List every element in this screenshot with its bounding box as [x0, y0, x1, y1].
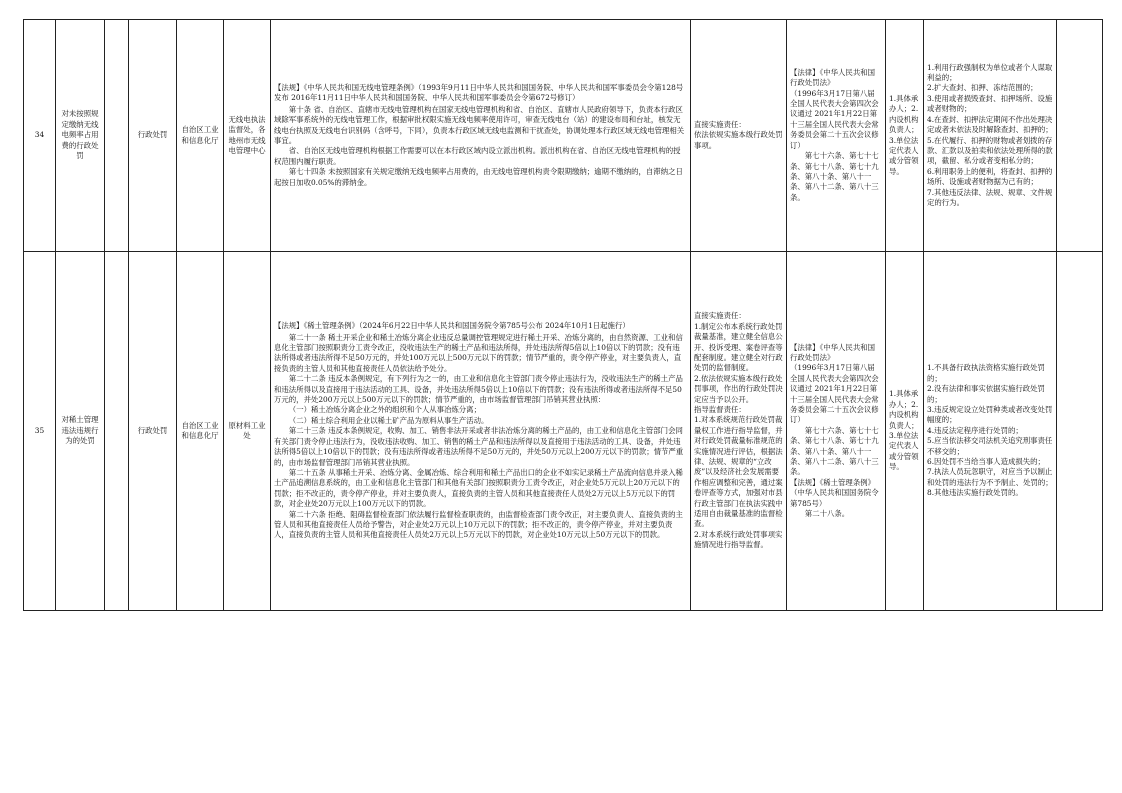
duty-item: 指导监督责任：	[694, 404, 746, 414]
responsibility-table	[23, 19, 1103, 611]
remark	[1057, 20, 1103, 252]
accountability-articles: 第七十六条、第七十七条、第七十八条、第七十九条、第八十条、第八十一条、第八十二条、第八十三条。	[790, 151, 879, 202]
legal-basis	[271, 20, 691, 252]
accountability-articles: 第七十六条、第七十七条、第七十八条、第七十九条、第八十条、第八十一条、第八十二条、第八十三条。	[790, 425, 879, 477]
accountability-basis	[787, 20, 886, 252]
item-category: 行政处罚	[129, 252, 177, 611]
accountability-subjects: 1.具体承办人；2.内设机构负责人；3.单位法定代表人或分管领导。	[886, 20, 924, 252]
accountability-situations	[924, 20, 1057, 252]
table-row	[24, 20, 1103, 252]
row-number: 34	[24, 20, 56, 252]
legal-basis-paragraph: 第二十五条 从事稀土开采、冶炼分离、金属冶炼、综合利用和稀土产品出口的企业不如实记录稀土产品流向信息并录入稀土产品追溯信息系统的，由工业和信息化主管部门和其他有关部门按照职责分工责令改正，对企业处5万元以上20万元以下的罚款；拒不改正的，责令停产停业，并对主要负责人，直接负责的主管人员和其他直接责任人员处2万元以上5万元以下的罚款，对企业处20万元以上100万元以下的罚款。	[274, 467, 683, 509]
legal-basis-paragraph: （一）稀土冶炼分离企业之外的组织和个人从事冶炼分离；	[288, 405, 481, 415]
duty-item: 依法依规实施本级行政处罚事项。	[694, 130, 783, 150]
sub-item	[105, 252, 129, 611]
duty-item: 直接实施责任：	[694, 119, 746, 129]
situation-item: 6.因处罚不当给当事人造成损失的；	[927, 457, 1045, 467]
legal-basis-paragraph: 第七十四条 未按照国家有关规定缴纳无线电频率占用费的，由无线电管理机构责令限期缴纳；逾期不缴纳的，自滞纳之日起按日加收0.05%的滞纳金。	[274, 167, 683, 187]
duty-item: 1.对本系统规范行政处罚裁量权工作进行指导监督，并对行政处罚裁量标准规范的实施情况进行评估，根据法律、法规、规章的“立改废”以及经济社会发展需要作相应调整和完善，通过案卷评查等方式，加强对市县行政主管部门在执法实践中适用自由裁量基准的监督检查。	[694, 415, 783, 529]
situation-item: 2.没有法律和事实依据实施行政处罚的；	[927, 384, 1045, 404]
legal-basis-title: 【法规】《中华人民共和国无线电管理条例》（1993年9月11日中华人民共和国国务院、中华人民共和国军事委员会令第128号发布 2016年11月11日中华人民共和国国务院、中华人民共和国军事委员会令第672号修订）	[274, 82, 684, 103]
duty-content	[691, 20, 787, 252]
legal-basis-paragraph: （二）稀土综合利用企业以稀土矿产品为原料从事生产活动。	[288, 415, 489, 425]
duty-item: 2.依法依规实施本级行政处罚事项，作出的行政处罚决定应当予以公开。	[694, 373, 783, 404]
legal-basis-paragraph: 第二十二条 违反本条例规定，有下列行为之一的，由工业和信息化主管部门责令停止违法行为，没收违法生产的稀土产品和违法所得以及直接用于违法活动的工具、设备，并处违法所得5倍以上10倍以下的罚款；没有违法所得或者违法所得不足50万元的，并处200万元以上500万元以下的罚款；情节严重的，由市场监督管理部门吊销其营业执照：	[274, 374, 683, 405]
situation-item: 2.扩大查封、扣押、冻结范围的；	[927, 83, 1038, 93]
legal-basis-paragraph: 省、自治区无线电管理机构根据工作需要可以在本行政区域内设立派出机构。派出机构在省、自治区无线电管理机构的授权范围内履行职责。	[274, 146, 681, 166]
legal-basis	[271, 252, 691, 611]
implementing-unit: 无线电执法监督处，各地州市无线电管理中心	[224, 20, 271, 252]
situation-item: 3.使用或者损毁查封、扣押场所、设施或者财物的；	[927, 93, 1053, 114]
accountability-extra-articles: 第二十八条。	[804, 509, 850, 519]
situation-item: 7.其他违反法律、法规、规章、文件规定的行为。	[927, 187, 1053, 207]
accountability-text: （1996年3月17日第八届全国人民代表大会第四次会议通过 2021年1月22日第十三届全国人民代表大会常务委员会第二十五次会议修订）	[790, 88, 879, 150]
item-category: 行政处罚	[129, 20, 177, 252]
legal-basis-paragraph: 第十条 省、自治区、直辖市无线电管理机构在国家无线电管理机构和省、自治区、直辖市人民政府领导下，负责本行政区域除军事系统外的无线电管理工作，根据审批权限实施无线电频率使用许可，审查无线电台（站）的建设布局和台址，核发无线电台执照及无线电台识别码（含呼号，下同），负责本行政区域无线电监测和干扰查处，协调处理本行政区域无线电管理相关事宜。	[274, 104, 685, 145]
legal-basis-title: 【法规】《稀土管理条例》（2024年6月22日中华人民共和国国务院令第785号公布 2024年10月1日起施行）	[274, 321, 630, 331]
situation-item: 5.应当依法移交司法机关追究刑事责任不移交的；	[927, 436, 1053, 456]
responsible-dept: 自治区工业和信息化厅	[177, 252, 224, 611]
situation-item: 7.执法人员玩忽职守，对应当予以制止和处罚的违法行为不予制止、处罚的；	[927, 467, 1053, 487]
row-number: 35	[24, 252, 56, 611]
accountability-situations	[924, 252, 1057, 611]
item-name: 对稀土管理违法违规行为的处罚	[56, 252, 105, 611]
accountability-text: （1996年3月17日第八届全国人民代表大会第四次会议通过 2021年1月22日第十三届全国人民代表大会常务委员会第二十五次会议修订）	[790, 363, 879, 425]
situation-item: 1.不具备行政执法资格实施行政处罚的；	[927, 363, 1045, 383]
situation-item: 3.违反规定设立处罚种类或者改变处罚幅度的；	[927, 404, 1053, 425]
accountability-subjects: 1.具体承办人；2.内设机构负责人；3.单位法定代表人或分管领导。	[886, 252, 924, 611]
duty-item: 1.制定公布本系统行政处罚裁量基准，建立健全信息公开、投诉受理、案卷评查等配套制度。建立健全对行政处罚的监督制度。	[694, 321, 783, 373]
situation-item: 8.其他违法实施行政处罚的。	[927, 488, 1023, 498]
accountability-extra-title: 【法规】《稀土管理条例》（中华人民共和国国务院令第785号）	[790, 477, 879, 508]
legal-basis-paragraph: 第二十三条 违反本条例规定，收购、加工、销售非法开采或者非法冶炼分离的稀土产品的，由工业和信息化主管部门会同有关部门责令停止违法行为，没收违法收购、加工、销售的稀土产品和违法所得以及直接用于违法活动的工具、设备，并处违法所得5倍以上10倍以下的罚款；没有违法所得或者违法所得不足50万元的，并处50万元以上200万元以下的罚款；情节严重的，由市场监督管理部门吊销其营业执照。	[274, 426, 684, 467]
situation-item: 4.在查封、扣押法定期间不作出处理决定或者未依法及时解除查封、扣押的；	[927, 114, 1053, 135]
accountability-basis	[787, 252, 886, 611]
implementing-unit: 原材料工业处	[224, 252, 271, 611]
accountability-title: 【法律】《中华人民共和国行政处罚法》	[790, 342, 875, 362]
situation-item: 6.利用职务上的便利，将查封、扣押的场所、设施或者财物据为己有的；	[927, 166, 1053, 187]
duty-item: 2.对本系统行政处罚事项实施情况进行指导监督。	[694, 529, 783, 550]
accountability-title: 【法律】《中华人民共和国行政处罚法》	[790, 67, 875, 88]
item-name: 对未按照规定缴纳无线电频率占用费的行政处罚	[56, 20, 105, 252]
legal-basis-paragraph: 第二十六条 拒绝、阻碍监督检查部门依法履行监督检查职责的，由监督检查部门责令改正，对主要负责人、直接负责的主管人员和其他直接责任人员给予警告，对企业处2万元以上10万元以下的罚款；拒不改正的，责令停产停业，并对主要负责人，直接负责的主管人员和其他直接责任人员处2万元以上5万元以下的罚款，对企业处10万元以上50万元以下的罚款。	[274, 509, 683, 540]
situation-item: 5.在代履行、扣押的财物或者划拨的存款、汇款以及拍卖和依法处理所得的款项，截留、私分或者变相私分的；	[927, 135, 1053, 166]
legal-basis-paragraph: 第二十一条 稀土开采企业和稀土冶炼分离企业违反总量调控管理规定进行稀土开采、冶炼分离的，由自然资源、工业和信息化主管部门按照职责分工责令改正，没收违法生产的稀土产品和违法所得，并处违法所得5倍以上10倍以下的罚款；没有违法所得或者违法所得不足50万元的，并处100万元以上500万元以下的罚款；情节严重的，责令停产停业，对主要负责人，直接负责的主管人员和其他直接责任人员依法给予处分。	[274, 332, 683, 373]
situation-item: 1.利用行政强制权为单位或者个人谋取利益的；	[927, 62, 1053, 83]
situation-item: 4.违反法定程序进行处罚的；	[927, 425, 1023, 435]
duty-content	[691, 252, 787, 611]
table-row	[24, 252, 1103, 611]
duty-item: 直接实施责任：	[694, 311, 746, 321]
responsible-dept: 自治区工业和信息化厅	[177, 20, 224, 252]
remark	[1057, 252, 1103, 611]
sub-item	[105, 20, 129, 252]
